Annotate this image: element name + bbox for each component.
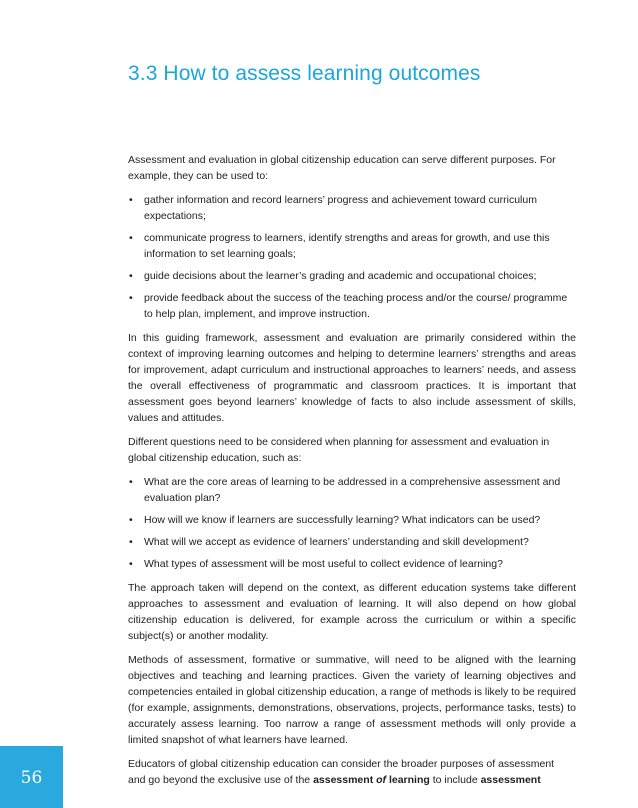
list-item: • gather information and record learners’ progress and achievement toward curriculum expectations; — [129, 194, 537, 222]
questions-intro-paragraph: Different questions need to be considered when planning for assessment and evaluation in global citizenship education, such as: — [128, 436, 550, 464]
bullet-icon: • — [129, 194, 133, 206]
bullet-icon: • — [129, 536, 133, 548]
bullet-icon: • — [129, 514, 133, 526]
methods-paragraph: Methods of assessment, formative or summative, will need to be aligned with the learning objectives and teaching and learning practices. Given the variety of learning objectives and competencies entailed in global citizenship education, a range of methods is likely to be required (for example, assignments, demonstrations, observations, projects, performance tasks, tests) to accurately assess learning. Too narrow a range of assessment methods will only provide a limited snapshot of what learners have learned. — [128, 654, 576, 746]
questions-list — [128, 474, 576, 572]
bullet-icon: • — [129, 558, 133, 570]
approach-paragraph: The approach taken will depend on the context, as different education systems take different approaches to assessment and evaluation of learning. It will also depend on how global citizenship education is delivered, for example across the curriculum or within a specific subject(s) or another modality. — [128, 582, 576, 642]
page-title: 3.3 How to assess learning outcomes — [128, 62, 481, 85]
list-item: • What will we accept as evidence of learners’ understanding and skill development? — [129, 536, 529, 548]
body-text — [128, 152, 576, 796]
bullet-icon: • — [129, 292, 133, 304]
bullet-icon: • — [129, 270, 133, 282]
list-item: • communicate progress to learners, identify strengths and areas for growth, and use this information to set learning goals; — [129, 232, 550, 260]
framework-paragraph: In this guiding framework, assessment and evaluation are primarily considered within the context of improving learning outcomes and helping to determine learners’ strengths and areas for improvement, adapt curriculum and instructional approaches to learners’ needs, and assess the overall effectiveness of programmatic and classroom practices. It is important that assessment goes beyond learners’ knowledge of facts to also include assessment of skills, values and attitudes. — [128, 332, 576, 424]
uses-list — [128, 192, 576, 322]
page-number-box — [0, 746, 63, 808]
list-item: • provide feedback about the success of the teaching process and/or the course/ programme to help plan, implement, and improve instruction. — [129, 292, 568, 320]
list-item: • How will we know if learners are successfully learning? What indicators can be used? — [129, 514, 541, 526]
list-item: • guide decisions about the learner’s grading and academic and occupational choices; — [129, 270, 537, 282]
educators-paragraph: Educators of global citizenship education can consider the broader purposes of assessment and go beyond the exclusive use of the assessment of learning to include assessment — [128, 758, 555, 786]
bullet-icon: • — [129, 232, 133, 244]
list-item: • What types of assessment will be most useful to collect evidence of learning? — [129, 558, 503, 570]
bullet-icon: • — [129, 476, 133, 488]
intro-paragraph: Assessment and evaluation in global citizenship education can serve different purposes. For example, they can be used to: — [128, 154, 556, 182]
list-item: • What are the core areas of learning to be addressed in a comprehensive assessment and evaluation plan? — [129, 476, 561, 504]
page-number: 56 — [20, 768, 43, 788]
